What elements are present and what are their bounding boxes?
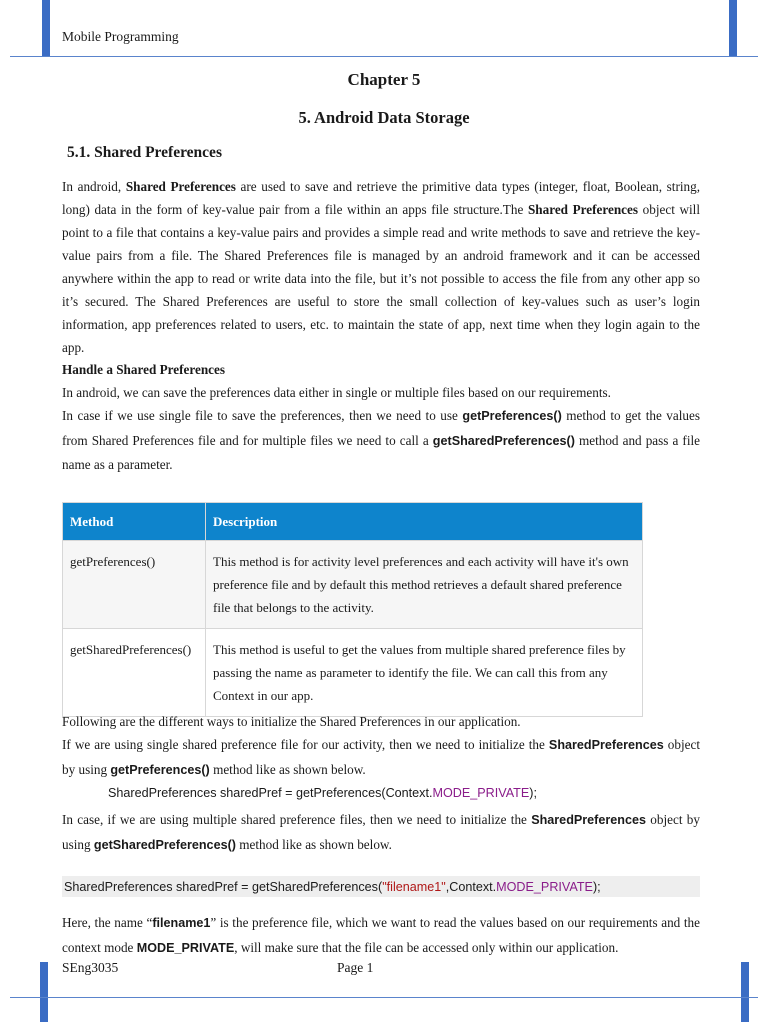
top-right-border-bar [729, 0, 737, 56]
footer-page-number: Page 1 [337, 960, 374, 975]
section-heading: 5.1. Shared Preferences [67, 144, 222, 161]
handle-paragraph-1: In android, we can save the preferences data either in single or multiple files based on our requirements. [62, 385, 611, 400]
bottom-right-border-bar [741, 962, 749, 1022]
running-header: Mobile Programming [62, 29, 179, 44]
methods-table [62, 502, 643, 717]
footer-course-code: SEng3035 [62, 960, 119, 975]
table-header-description: Description [206, 503, 643, 541]
table-cell-description: This method is for activity level preferences and each activity will have it's own preference file and by default this method retrieves a default shared preference file that belongs to the activity. [206, 541, 643, 629]
table-row [63, 629, 643, 717]
filename-paragraph: Here, the name “filename1” is the preference file, which we want to read the values based on our requirements and the context mode MODE_PRIVATE, will make sure that the file can be accessed only within our application. [62, 915, 700, 955]
header-rule [10, 56, 758, 57]
chapter-label: Chapter 5 [347, 70, 421, 89]
table-header-method: Method [63, 503, 206, 541]
intro-paragraph: In android, Shared Preferences are used to save and retrieve the primitive data types (integer, float, Boolean, string, long) data in the form of key-value pair from a file within an apps file structure.The Shared Preferences object will point to a file that contains a key-value pairs and provides a simple read and write methods to save and retrieve the key-value pairs from a file. The Shared Preferences file is managed by an android framework and it can be accessed anywhere within the app to read or write data into the file, but it’s not possible to access the file from any other app so it’s secured. The Shared Preferences are useful to store the small collection of key-values such as user’s login information, app preferences related to users, etc. to maintain the state of app, next time when they login again to the app. [62, 179, 700, 355]
table-cell-method: getPreferences() [63, 541, 206, 629]
table-header-row [63, 503, 643, 541]
top-left-border-bar [42, 0, 50, 56]
code-snippet-multiple: SharedPreferences sharedPref = getSharedPreferences("filename1",Context.MODE_PRIVATE); [62, 876, 700, 897]
chapter-title: 5. Android Data Storage [298, 108, 470, 127]
bottom-left-border-bar [40, 962, 48, 1022]
init-paragraph-2: If we are using single shared preference file for our activity, then we need to initialize the SharedPreferences object by using getPreferences() method like as shown below. [62, 737, 700, 777]
init-paragraph-1: Following are the different ways to initialize the Shared Preferences in our application. [62, 714, 521, 729]
handle-heading: Handle a Shared Preferences [62, 362, 225, 377]
init-paragraph-3: In case, if we are using multiple shared preference files, then we need to initialize the SharedPreferences object by using getSharedPreferences() method like as shown below. [62, 812, 700, 852]
init-paragraphs [62, 710, 700, 782]
footer-rule [10, 997, 758, 998]
handle-paragraph-2: In case if we use single file to save the preferences, then we need to use getPreferences() method to get the values from Shared Preferences file and for multiple files we need to call a getSharedPreferences() method and pass a file name as a parameter. [62, 408, 700, 472]
table-cell-description: This method is useful to get the values from multiple shared preference files by passing the name as parameter to identify the file. We can call this from any Context in our app. [206, 629, 643, 717]
handle-section [62, 358, 700, 478]
table-cell-method: getSharedPreferences() [63, 629, 206, 717]
table-row [63, 541, 643, 629]
code-snippet-single: SharedPreferences sharedPref = getPreferences(Context.MODE_PRIVATE); [108, 786, 537, 800]
